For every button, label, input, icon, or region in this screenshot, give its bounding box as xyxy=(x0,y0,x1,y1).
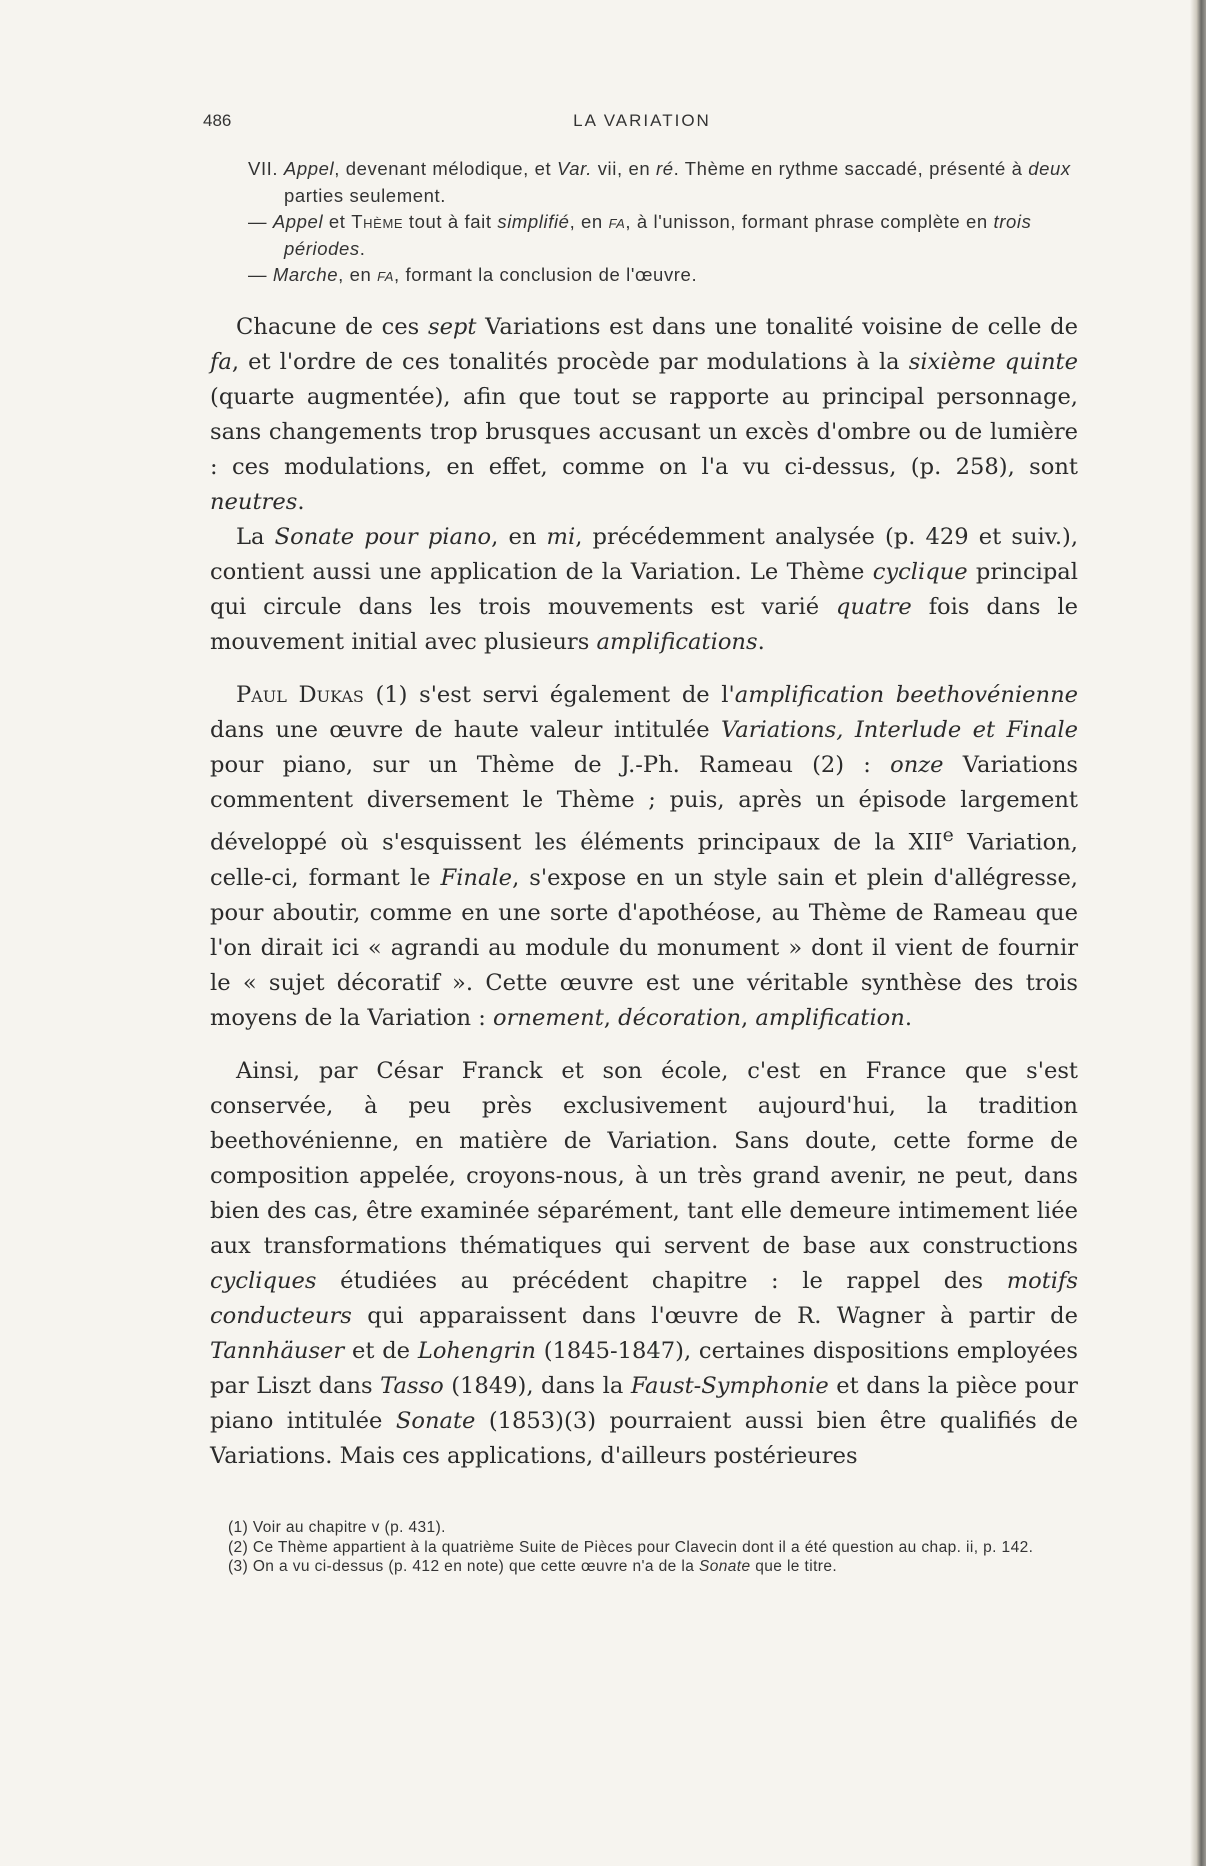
running-title: LA VARIATION xyxy=(573,111,711,130)
body-text xyxy=(210,310,1078,1474)
page-number: 486 xyxy=(203,111,232,130)
summary-line-marche: — Marche, en fa, formant la conclusion de l'œuvre. xyxy=(248,264,698,285)
footnote-2: (2) Ce Thème appartient à la quatrième Suite de Pièces pour Clavecin dont il a été question au chap. ii, p. 142. xyxy=(228,1538,1034,1556)
paragraph-paul-dukas: Paul Dukas (1) s'est servi également de l'amplification beethovénienne dans une œuvre de haute valeur intitulée Variations, Interlude et Finale pour piano, sur un Thème de J.-Ph. Rameau (2) : onze Variations commentent diversement le Thème ; puis, après un épisode largement développé où s'esquissent les éléments principaux de la XIIe Variation, celle-ci, formant le Finale, s'expose en un style sain et plein d'allégresse, pour aboutir, comme en une sorte d'apothéose, au Thème de Rameau que l'on dirait ici « agrandi au module du monument » dont il vient de fournir le « sujet décoratif ». Cette œuvre est une véritable synthèse des trois moyens de la Variation : ornement, décoration, amplification. xyxy=(210,682,1078,1031)
paragraph-sept-variations: Chacune de ces sept Variations est dans une tonalité voisine de celle de fa, et l'ordre de ces tonalités procède par modulations à la sixième quinte (quarte augmentée), afin que tout se rapporte au principal personnage, sans changements trop brusques accusant un excès d'ombre ou de lumière : ces modulations, en effet, comme on l'a vu ci-dessus, (p. 258), sont neutres. xyxy=(210,314,1078,515)
footnotes xyxy=(228,1518,1078,1577)
page-header xyxy=(203,111,1081,135)
summary-line-appel: — Appel et Thème tout à fait simplifié, en fa, à l'unisson, formant phrase complète en trois périodes. xyxy=(248,211,1032,259)
paragraph-cesar-franck: Ainsi, par César Franck et son école, c'est en France que s'est conservée, à peu près exclusivement aujourd'hui, la tradition beethovénienne, en matière de Variation. Sans doute, cette forme de composition appelée, croyons-nous, à un très grand avenir, ne peut, dans bien des cas, être examinée séparément, tant elle demeure intimement liée aux transformations thématiques qui servent de base aux constructions cycliques étudiées au précédent chapitre : le rappel des motifs conducteurs qui apparaissent dans l'œuvre de R. Wagner à partir de Tannhäuser et de Lohengrin (1845-1847), certaines dispositions employées par Liszt dans Tasso (1849), dans la Faust-Symphonie et dans la pièce pour piano intitulée Sonate (1853)(3) pourraient aussi bien être qualifiés de Variations. Mais ces applications, d'ailleurs postérieures xyxy=(210,1057,1078,1469)
paragraph-sonate-pour-piano: La Sonate pour piano, en mi, précédemment analysée (p. 429 et suiv.), contient aussi une application de la Variation. Le Thème cyclique principal qui circule dans les trois mouvements est varié quatre fois dans le mouvement initial avec plusieurs amplifications. xyxy=(210,524,1079,655)
summary-line-vii: VII. Appel, devenant mélodique, et Var. vii, en ré. Thème en rythme saccadé, présenté à deux parties seulement. xyxy=(248,158,1071,206)
variation-summary xyxy=(248,156,1078,289)
footnote-3: (3) On a vu ci-dessus (p. 412 en note) que cette œuvre n'a de la Sonate que le titre. xyxy=(228,1558,838,1575)
page-edge xyxy=(1190,0,1206,1866)
footnote-1: (1) Voir au chapitre v (p. 431). xyxy=(228,1519,446,1536)
